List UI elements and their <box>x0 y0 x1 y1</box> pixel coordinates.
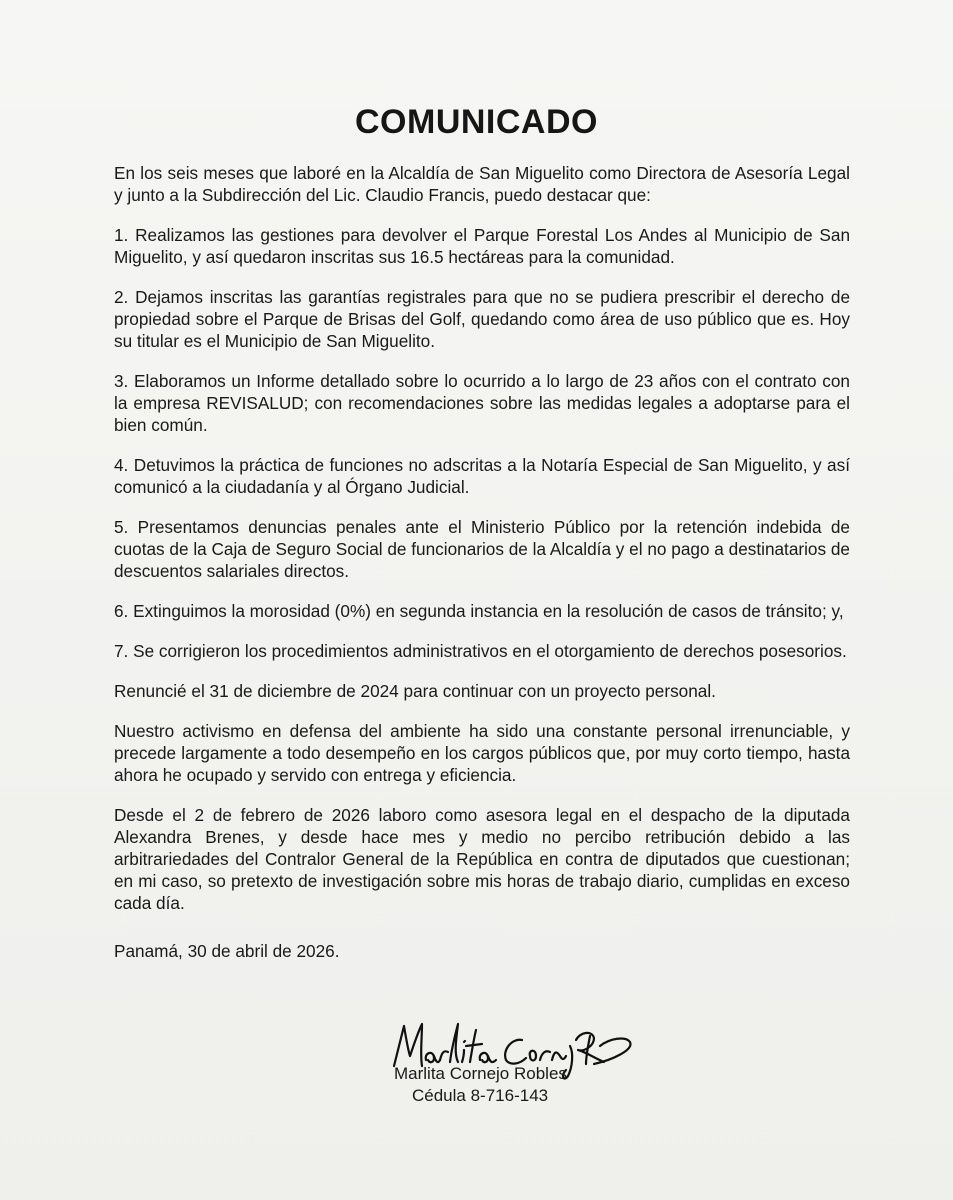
point-5: 5. Presentamos denuncias penales ante el Ministerio Público por la retención indebida de cuotas de la Caja de Seguro Social de funcionarios de la Alcaldía y el no pago a destinatarios de descuentos salariales directos. <box>114 517 850 581</box>
point-2: 2. Dejamos inscritas las garantías registrales para que no se pudiera prescribir el derecho de propiedad sobre el Parque de Brisas del Golf, quedando como área de uso público que es. Hoy su titular es el Municipio de San Miguelito. <box>114 287 850 351</box>
signer-name: Marlita Cornejo Robles <box>394 1064 567 1083</box>
point-1: 1. Realizamos las gestiones para devolver el Parque Forestal Los Andes al Municipio de San Miguelito, y así quedaron inscritas sus 16.5 hectáreas para la comunidad. <box>114 225 850 267</box>
place-date: Panamá, 30 de abril de 2026. <box>114 941 340 961</box>
point-4: 4. Detuvimos la práctica de funciones no adscritas a la Notaría Especial de San Miguelito, y así comunicó a la ciudadanía y al Órgano Judicial. <box>114 455 850 497</box>
activism-paragraph: Nuestro activismo en defensa del ambiente ha sido una constante personal irrenunciable, y precede largamente a todo desempeño en los cargos públicos que, por muy corto tiempo, hasta ahora he ocupado y servido con entrega y eficiencia. <box>114 721 850 785</box>
signer-id: Cédula 8-716-143 <box>412 1086 549 1105</box>
point-3: 3. Elaboramos un Informe detallado sobre lo ocurrido a lo largo de 23 años con el contrato con la empresa REVISALUD; con recomendaciones sobre las medidas legales a adoptarse para el bien común. <box>114 371 850 435</box>
point-7: 7. Se corrigieron los procedimientos administrativos en el otorgamiento de derechos posesorios. <box>114 641 847 661</box>
document-body <box>114 162 850 980</box>
document-title: COMUNICADO <box>355 103 598 141</box>
point-6: 6. Extinguimos la morosidad (0%) en segunda instancia en la resolución de casos de tránsito; y, <box>114 601 844 621</box>
signature-block <box>380 1010 660 1110</box>
resignation-paragraph: Renuncié el 31 de diciembre de 2024 para continuar con un proyecto personal. <box>114 681 716 701</box>
current-paragraph: Desde el 2 de febrero de 2026 laboro como asesora legal en el despacho de la diputada Alexandra Brenes, y desde hace mes y medio no percibo retribución debido a las arbitrariedades del Contralor General de la República en contra de diputados que cuestionan; en mi caso, so pretexto de investigación sobre mis horas de trabajo diario, cumplidas en exceso cada día. <box>114 805 850 913</box>
intro-paragraph: En los seis meses que laboré en la Alcaldía de San Miguelito como Directora de Asesoría Legal y junto a la Subdirección del Lic. Claudio Francis, puedo destacar que: <box>114 163 850 205</box>
